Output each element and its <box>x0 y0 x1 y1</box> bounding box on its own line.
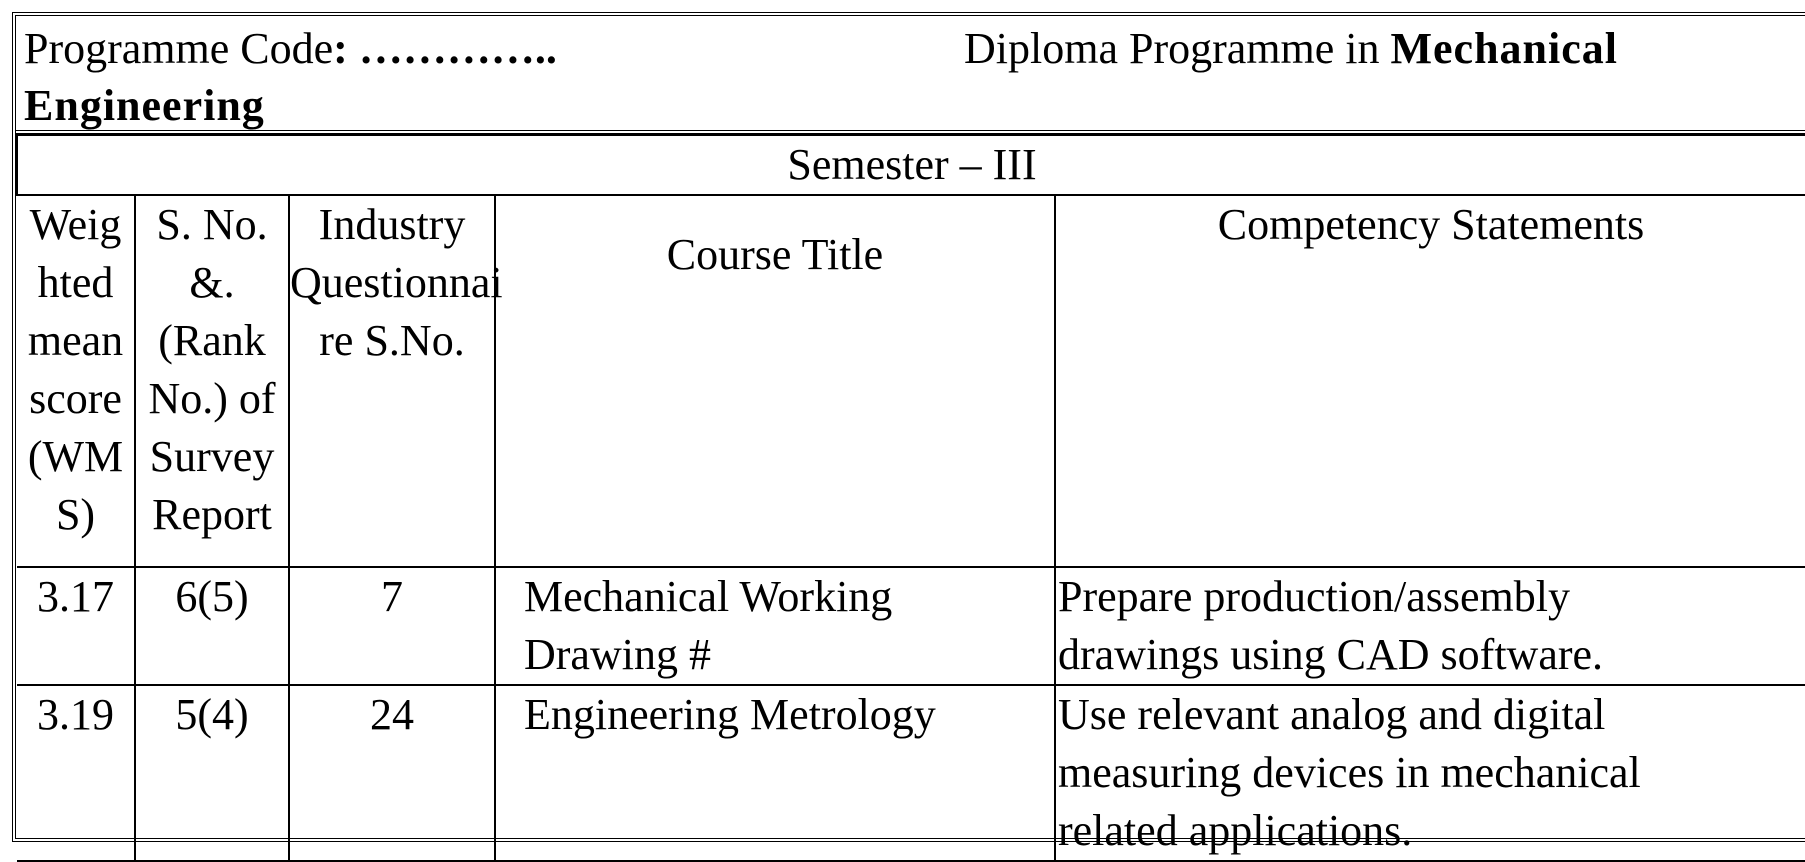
competency-line: measuring devices in mechanical <box>1058 748 1641 797</box>
semester-row <box>17 135 1805 195</box>
sno-header-line: &. <box>189 258 235 307</box>
iq-header-line: Questionnai <box>290 258 503 307</box>
sno-header <box>135 195 289 567</box>
table-row <box>17 685 1805 861</box>
table-header-row <box>17 195 1805 567</box>
wms-header-line: mean <box>27 316 124 365</box>
department-name-part1: Mechanical <box>1390 24 1619 73</box>
programme-code <box>24 20 557 77</box>
competency-line: related applications. <box>1058 806 1413 855</box>
course-title-line: Mechanical Working <box>524 572 893 621</box>
industry-questionnaire-header <box>289 195 503 567</box>
table-row <box>17 567 1805 685</box>
iq-header-line: Industry <box>318 200 466 249</box>
sno-header-line: Report <box>152 490 272 539</box>
programme-header <box>16 16 1805 134</box>
wms-header-line: S) <box>55 490 96 539</box>
competency-line: Use relevant analog and digital <box>1058 690 1606 739</box>
iq-cell: 7 <box>289 567 495 685</box>
course-title-header: Course Title <box>495 195 1055 567</box>
wms-header-line: score <box>29 374 122 423</box>
document-page <box>12 12 1805 855</box>
sno-header-line: (Rank <box>158 316 266 365</box>
iq-header-line: re S.No. <box>319 316 465 365</box>
wms-header-line: hted <box>37 258 114 307</box>
diploma-title <box>964 20 1618 77</box>
course-title-line: Engineering Metrology <box>524 690 936 739</box>
iq-cell: 24 <box>289 685 495 861</box>
diploma-prefix: Diploma Programme in <box>964 24 1391 73</box>
competency-cell <box>1055 685 1805 861</box>
wms-cell: 3.17 <box>17 567 135 685</box>
sno-cell: 6(5) <box>135 567 289 685</box>
programme-code-value: : ………….. <box>333 24 557 73</box>
competency-line: Prepare production/assembly <box>1058 572 1570 621</box>
wms-cell: 3.19 <box>17 685 135 861</box>
semester-title: Semester – III <box>17 135 1805 195</box>
competency-line: drawings using CAD software. <box>1058 630 1604 679</box>
wms-header-line: Weig <box>29 200 122 249</box>
sno-header-line: S. No. <box>156 200 268 249</box>
department-name-part2: Engineering <box>24 81 265 130</box>
competency-cell <box>1055 567 1805 685</box>
wms-header-line: (WM <box>27 432 124 481</box>
course-title-cell <box>495 685 1055 861</box>
sno-header-line: Survey <box>149 432 275 481</box>
programme-code-label: Programme Code <box>24 24 334 73</box>
sno-header-line: No.) of <box>148 374 276 423</box>
competency-header: Competency Statements <box>1055 195 1805 567</box>
competency-table <box>16 134 1805 862</box>
course-title-line: Drawing # <box>524 630 711 679</box>
course-title-cell <box>495 567 1055 685</box>
sno-cell: 5(4) <box>135 685 289 861</box>
wms-header <box>17 195 135 567</box>
